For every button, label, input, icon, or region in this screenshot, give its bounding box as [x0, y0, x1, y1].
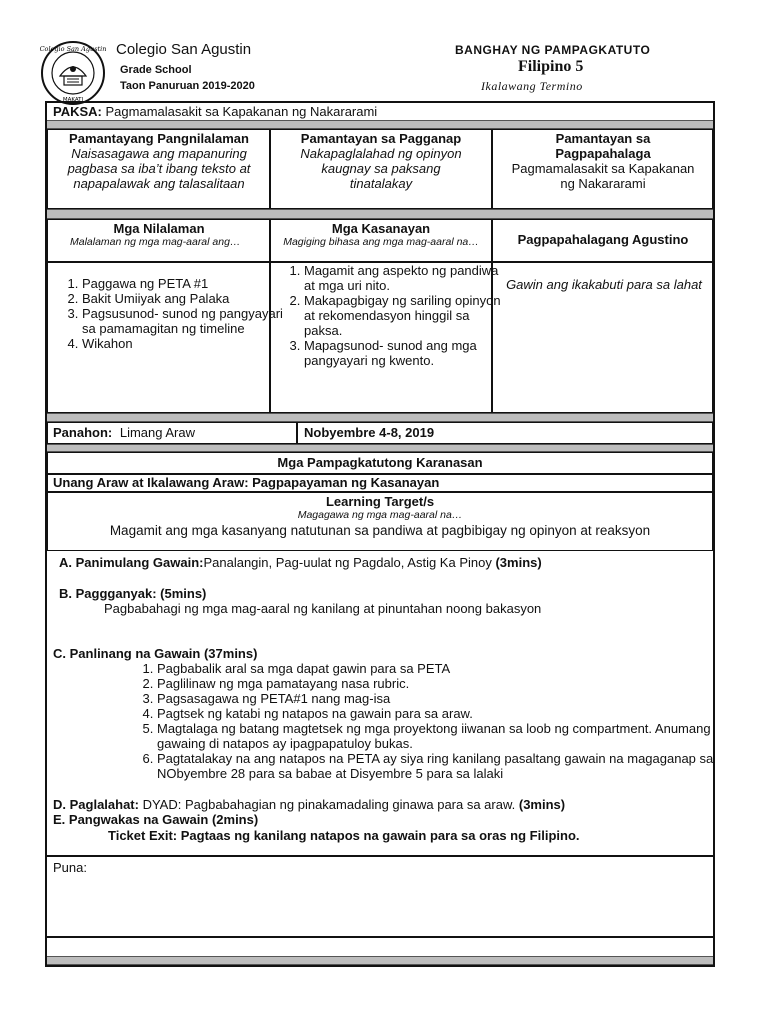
column-divider [491, 129, 493, 209]
list-item: 2. Paglilinaw ng mga pamatayang nasa rubric. [157, 676, 727, 691]
row-divider [47, 855, 713, 857]
values-standard-cell [494, 131, 712, 191]
ticket-exit: Ticket Exit: Pagtaas ng kanilang natapos na gawain para sa oras ng Filipino. [108, 828, 580, 843]
list-item: 4. Pagtsek ng katabi ng natapos na gawain para sa araw. [157, 706, 727, 721]
nilalaman-subtitle: Malalaman ng mga mag-aaral ang… [70, 236, 241, 248]
activity-b-text: Pagbabahagi ng mga mag-aaral ng kanilang at pinuntahan noong bakasyon [104, 601, 542, 616]
paksa-value: Pagmamalasakit sa Kapakanan ng Nakararami [105, 104, 378, 119]
values-standard-text: Pagmamalasakit sa Kapakanan ng Nakararami [511, 161, 695, 191]
activity-d-text: DYAD: Pagbabahagian ng pinakamadaling ginawa para sa araw. [138, 797, 519, 812]
list-item: 1. Pagbabalik aral sa mga dapat gawin para sa PETA [157, 661, 727, 676]
activity-e-label: E. Pangwakas na Gawain (2mins) [53, 812, 259, 827]
divider-bar [47, 209, 713, 219]
content-standard-title: Pamantayang Pangnilalaman [69, 131, 249, 146]
grade-level: Grade School [120, 64, 192, 76]
list-item: 1. Paggawa ng PETA #1 [82, 276, 297, 291]
document-title: BANGHAY NG PAMPAGKATUTO [455, 43, 651, 57]
list-item: 3. Pagsusunod- sunod ng pangyayari sa pamamagitan ng timeline [82, 306, 297, 336]
agustino-title: Pagpapahalagang Agustino [517, 232, 689, 247]
list-item: 4. Wikahon [82, 336, 297, 351]
puna-label: Puna: [53, 860, 87, 875]
nilalaman-title: Mga Nilalaman [113, 221, 205, 236]
learning-target-text: Magamit ang mga kasanyang natutunan sa pandiwa at pagbibigay ng opinyon at reaksyon [109, 523, 651, 538]
school-name: Colegio San Agustin [116, 41, 252, 58]
term-label: Ikalawang Termino [481, 79, 583, 93]
activity-b-label: B. Paggganyak [59, 586, 153, 601]
school-seal-icon [40, 40, 106, 106]
nilalaman-header [50, 221, 268, 248]
list-item: 2. Bakit Umiiyak ang Palaka [82, 291, 297, 306]
subject-title: Filipino 5 [518, 58, 584, 75]
performance-standard-title: Pamantayan sa Pagganap [300, 131, 462, 146]
kasanayan-header [272, 221, 490, 248]
column-divider [269, 129, 271, 209]
list-item: 5. Magtalaga ng batang magtetsek ng mga proyektong iiwanan sa loob ng compartment. Anumang gawaing di natapos ay ipagpapatuloy bukas. [157, 721, 727, 751]
learning-target-title: Learning Target/s [325, 494, 435, 509]
activity-a-time: (3mins) [495, 555, 542, 570]
activity-d [53, 797, 565, 812]
learning-target-subtitle: Magagawa ng mga mag-aaral na… [297, 509, 463, 521]
performance-standard-text: Nakapaglalahad ng opinyon kaugnay sa paksang tinatalakay [300, 146, 462, 191]
learning-target [47, 494, 713, 539]
day-label: Unang Araw at Ikalawang Araw: Pagpapayaman ng Kasanayan [53, 475, 440, 490]
activity-c-list [121, 661, 727, 781]
date-value: Nobyembre 4-8, 2019 [304, 425, 435, 440]
activity-d-time: (3mins) [518, 797, 566, 812]
divider-bar [47, 120, 713, 129]
kasanayan-subtitle: Magiging bihasa ang mga mag-aaral na… [283, 236, 479, 248]
panahon-value: Limang Araw [119, 425, 196, 440]
karanasan-title: Mga Pampagkatutong Karanasan [277, 455, 483, 470]
content-standard-text: Naisasagawa ang mapanuring pagbasa sa iba’t ibang teksto at napapalawak ang talasalitaan [67, 146, 251, 191]
kasanayan-list [268, 263, 504, 368]
svg-text:MAKATI: MAKATI [62, 97, 84, 103]
activity-b [59, 586, 206, 601]
kasanayan-title: Mga Kasanayan [331, 221, 431, 236]
agustino-value: Gawin ang ikakabuti para sa lahat [506, 277, 702, 292]
panahon-label: Panahon: [53, 425, 113, 440]
divider-bar [47, 413, 713, 422]
divider-bar [47, 956, 713, 965]
content-standard-cell [50, 131, 268, 191]
activity-d-label: D. Paglalahat: [53, 797, 139, 812]
list-item: 1. Magamit ang aspekto ng pandiwa at mga uri nito. [304, 263, 504, 293]
list-item: 3. Mapagsunod- sunod ang mga pangyayari ng kwento. [304, 338, 504, 368]
performance-standard-cell [272, 131, 490, 191]
list-item: 6. Pagtatalakay na ang natapos na PETA ay siya ring kanilang pasaltang gawain na magaganap sa NObyembre 28 para sa babae at Disyembre 5 para sa lalaki [157, 751, 727, 781]
values-standard-title: Pamantayan sa Pagpapahalaga [555, 131, 651, 161]
panahon-row [53, 425, 195, 440]
list-item: 2. Makapagbigay ng sariling opinyon at rekomendasyon hinggil sa paksa. [304, 293, 504, 338]
svg-text:Colegio San Agustin: Colegio San Agustin [40, 45, 106, 53]
paksa-label: PAKSA: [53, 104, 102, 119]
activity-a-text: Panalangin, Pag-uulat ng Pagdalo, Astig Ka Pinoy [203, 555, 496, 570]
activity-a [59, 555, 542, 570]
row-divider [47, 936, 713, 938]
activity-a-label: A. Panimulang Gawain: [59, 555, 204, 570]
paksa-row [53, 104, 377, 119]
activity-c-label: C. Panlinang na Gawain (37mins) [53, 646, 258, 661]
divider-bar [47, 444, 713, 452]
activity-b-time: : (5mins) [152, 586, 207, 601]
list-item: 3. Pagsasagawa ng PETA#1 nang mag-isa [157, 691, 727, 706]
school-year: Taon Panuruan 2019-2020 [120, 80, 255, 92]
nilalaman-list [46, 276, 297, 351]
